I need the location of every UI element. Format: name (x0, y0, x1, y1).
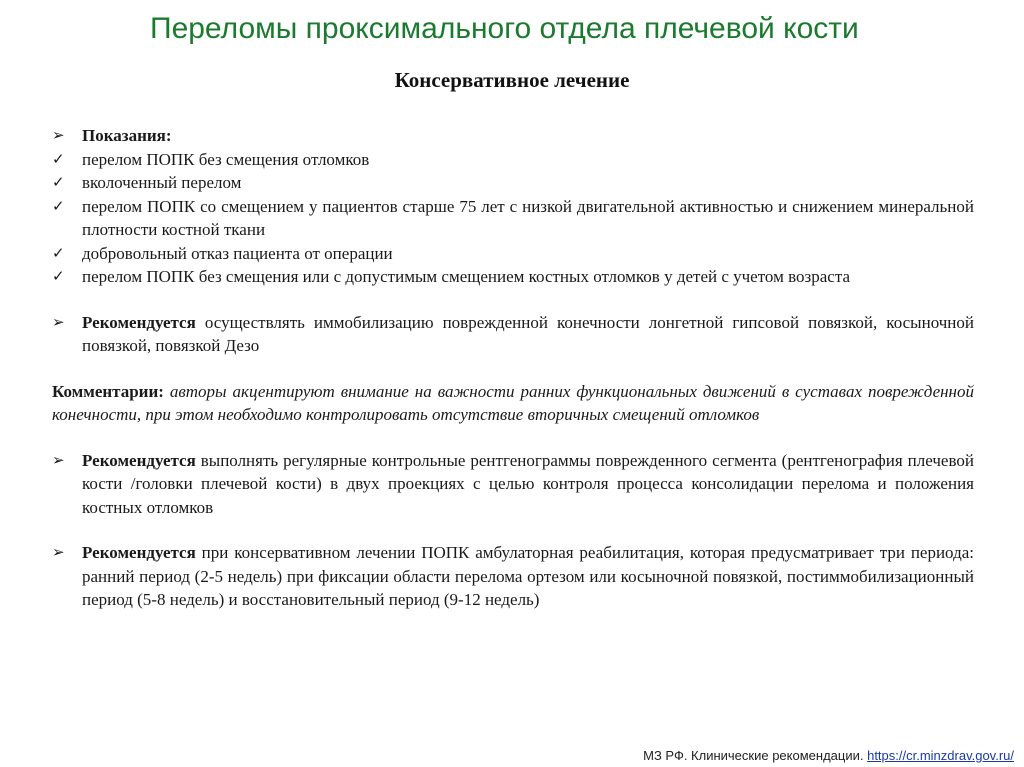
recommendation-text: при консервативном лечении ПОПК амбулаторная реабилитация, которая предусматривает три периода: ранний период (2-5 недель) при фиксации области перелома ортезом или косыночной повязкой, постиммобилизационный период (5-8 недель) и восстановительный период (9-12 недель) (82, 543, 974, 609)
list-item (52, 242, 974, 266)
indication-text: вколоченный перелом (82, 173, 242, 192)
recommendation-label: Рекомендуется (82, 450, 196, 470)
comment-text: авторы акцентируют внимание на важности ранних функциональных движений в суставах поврежденной конечности, при этом необходимо контролировать отсутствие вторичных смещений отломков (52, 381, 974, 424)
list-item (52, 195, 974, 242)
source-link[interactable]: https://cr.minzdrav.gov.ru/ (867, 748, 1014, 763)
checkmark-bullet-icon: ✓ (52, 196, 65, 215)
arrow-bullet-icon: ➢ (52, 543, 65, 561)
indication-text: перелом ПОПК без смещения отломков (82, 149, 370, 169)
recommendation-2 (52, 449, 974, 520)
list-item (52, 171, 974, 195)
slide-subtitle: Консервативное лечение (394, 68, 630, 92)
recommendation-label: Рекомендуется (82, 312, 196, 332)
recommendation-text: осуществлять иммобилизацию поврежденной конечности лонгетной гипсовой повязкой, косыночной повязкой, повязкой Дезо (82, 312, 974, 355)
recommendation-label: Рекомендуется (82, 543, 196, 562)
checkmark-bullet-icon: ✓ (52, 243, 65, 262)
arrow-bullet-icon: ➢ (52, 450, 65, 469)
list-item (52, 265, 974, 289)
indication-text: перелом ПОПК со смещением у пациентов старше 75 лет с низкой двигательной активностью и снижением минеральной плотности костной ткани (82, 196, 974, 239)
recommendation-3 (52, 541, 974, 612)
checkmark-bullet-icon: ✓ (52, 173, 65, 191)
checkmark-bullet-icon: ✓ (52, 267, 65, 285)
comment-block (52, 380, 974, 427)
indication-text: добровольный отказ пациента от операции (82, 243, 393, 263)
indications-heading: Показания: (82, 126, 172, 145)
footer-text: МЗ РФ. Клинические рекомендации. (643, 748, 868, 763)
arrow-bullet-icon: ➢ (52, 312, 65, 331)
slide-body (52, 124, 974, 612)
checkmark-bullet-icon: ✓ (52, 149, 65, 168)
indication-text: перелом ПОПК без смещения или с допустимым смещением костных отломков у детей с учетом возраста (82, 267, 851, 286)
recommendation-1 (52, 311, 974, 358)
comment-label: Комментарии: (52, 381, 164, 401)
source-footer (643, 748, 1014, 763)
recommendation-text: выполнять регулярные контрольные рентгенограммы поврежденного сегмента (рентгенография плечевой кости /головки плечевой кости) в двух проекциях с целью контроля процесса консолидации перелома и положения костных отломков (82, 450, 974, 517)
indications-heading-row (52, 124, 974, 148)
arrow-bullet-icon: ➢ (52, 126, 65, 144)
slide-title: Переломы проксимального отдела плечевой кости (150, 12, 859, 45)
list-item (52, 148, 974, 172)
